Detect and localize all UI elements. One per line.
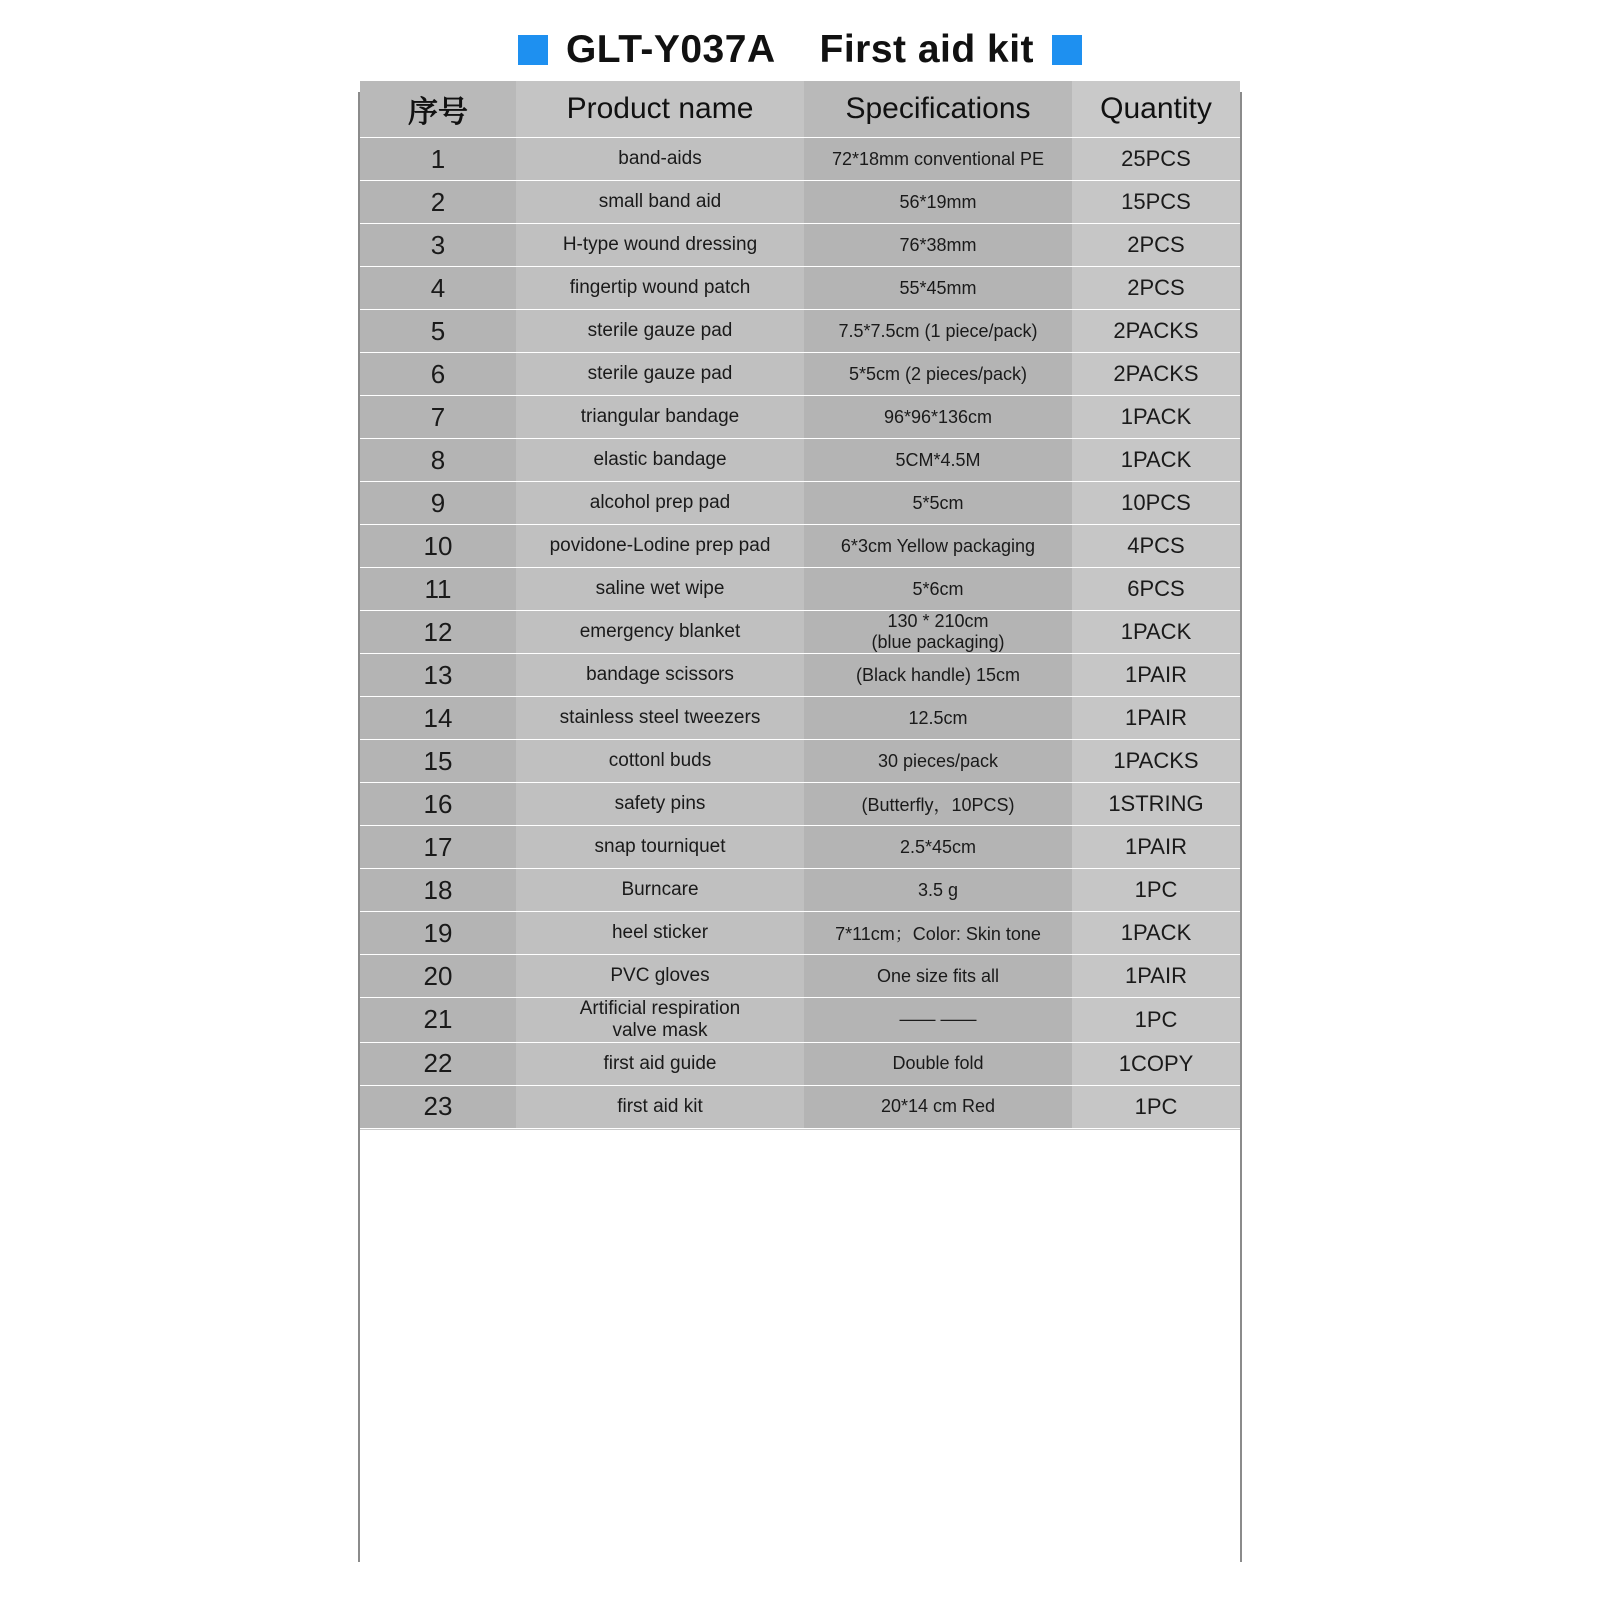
cell-spec: (Butterfly，10PCS)	[804, 783, 1072, 826]
cell-spec: 7*11cm；Color: Skin tone	[804, 912, 1072, 955]
product-spec-table	[360, 80, 1240, 1129]
cell-name: H-type wound dressing	[516, 224, 804, 267]
cell-spec: 30 pieces/pack	[804, 740, 1072, 783]
cell-name: sterile gauze pad	[516, 353, 804, 396]
cell-spec: 12.5cm	[804, 697, 1072, 740]
table-row	[360, 224, 1240, 267]
table-row	[360, 482, 1240, 525]
cell-quantity: 6PCS	[1072, 568, 1240, 611]
table-row	[360, 869, 1240, 912]
cell-index: 3	[360, 224, 516, 267]
table-frame-right	[1240, 92, 1242, 1562]
cell-index: 19	[360, 912, 516, 955]
cell-quantity: 1PACK	[1072, 439, 1240, 482]
cell-name: elastic bandage	[516, 439, 804, 482]
cell-name: small band aid	[516, 181, 804, 224]
cell-spec: (Black handle) 15cm	[804, 654, 1072, 697]
cell-quantity: 25PCS	[1072, 138, 1240, 181]
table-row	[360, 826, 1240, 869]
cell-name: heel sticker	[516, 912, 804, 955]
table-row	[360, 568, 1240, 611]
cell-index: 16	[360, 783, 516, 826]
cell-quantity: 15PCS	[1072, 181, 1240, 224]
table-row	[360, 525, 1240, 568]
table-row	[360, 1042, 1240, 1085]
cell-quantity: 1COPY	[1072, 1042, 1240, 1085]
cell-spec: 7.5*7.5cm (1 piece/pack)	[804, 310, 1072, 353]
cell-quantity: 1PAIR	[1072, 826, 1240, 869]
cell-spec: 5*5cm	[804, 482, 1072, 525]
table-row	[360, 1085, 1240, 1128]
cell-spec: 56*19mm	[804, 181, 1072, 224]
cell-spec: 96*96*136cm	[804, 396, 1072, 439]
cell-spec: Double fold	[804, 1042, 1072, 1085]
cell-spec: —— ——	[804, 998, 1072, 1043]
cell-index: 13	[360, 654, 516, 697]
cell-name: fingertip wound patch	[516, 267, 804, 310]
cell-spec	[804, 611, 1072, 654]
cell-index: 20	[360, 955, 516, 998]
cell-quantity: 1STRING	[1072, 783, 1240, 826]
cell-quantity: 4PCS	[1072, 525, 1240, 568]
cell-name: cottonl buds	[516, 740, 804, 783]
column-header-index: 序号	[360, 81, 516, 138]
cell-quantity: 1PACK	[1072, 396, 1240, 439]
cell-name: alcohol prep pad	[516, 482, 804, 525]
cell-quantity: 1PAIR	[1072, 955, 1240, 998]
cell-name-line1: Artificial respiration	[579, 998, 741, 1019]
cell-quantity: 1PC	[1072, 998, 1240, 1043]
cell-name	[516, 998, 804, 1043]
cell-name: PVC gloves	[516, 955, 804, 998]
title-text: GLT-Y037A First aid kit	[565, 28, 1035, 71]
cell-spec: 5*5cm (2 pieces/pack)	[804, 353, 1072, 396]
cell-quantity: 1PACK	[1072, 912, 1240, 955]
table-row	[360, 138, 1240, 181]
cell-spec: 5CM*4.5M	[804, 439, 1072, 482]
cell-name: stainless steel tweezers	[516, 697, 804, 740]
cell-index: 6	[360, 353, 516, 396]
table-bottom-edge	[360, 1129, 1240, 1148]
table-row	[360, 310, 1240, 353]
cell-spec: 3.5 g	[804, 869, 1072, 912]
blue-square-right-icon	[1052, 35, 1082, 65]
cell-spec: 20*14 cm Red	[804, 1085, 1072, 1128]
cell-quantity: 2PCS	[1072, 267, 1240, 310]
cell-index: 1	[360, 138, 516, 181]
cell-quantity: 1PAIR	[1072, 654, 1240, 697]
cell-spec: One size fits all	[804, 955, 1072, 998]
cell-name: first aid kit	[516, 1085, 804, 1128]
table-row	[360, 955, 1240, 998]
cell-name: triangular bandage	[516, 396, 804, 439]
cell-quantity: 1PACK	[1072, 611, 1240, 654]
cell-spec: 5*6cm	[804, 568, 1072, 611]
table-row	[360, 697, 1240, 740]
cell-index: 17	[360, 826, 516, 869]
table-header-row	[360, 81, 1240, 138]
cell-quantity: 2PCS	[1072, 224, 1240, 267]
cell-index: 10	[360, 525, 516, 568]
table-row	[360, 181, 1240, 224]
cell-index: 12	[360, 611, 516, 654]
cell-spec-line1: 130 * 210cm	[887, 611, 989, 632]
cell-index: 4	[360, 267, 516, 310]
table-container	[360, 80, 1240, 1148]
table-body	[360, 138, 1240, 1129]
cell-spec: 72*18mm conventional PE	[804, 138, 1072, 181]
cell-quantity: 1PC	[1072, 869, 1240, 912]
cell-spec: 76*38mm	[804, 224, 1072, 267]
cell-quantity: 1PACKS	[1072, 740, 1240, 783]
cell-spec: 2.5*45cm	[804, 826, 1072, 869]
cell-quantity: 10PCS	[1072, 482, 1240, 525]
table-row	[360, 912, 1240, 955]
cell-name: sterile gauze pad	[516, 310, 804, 353]
cell-spec-line2: (blue packaging)	[871, 632, 1005, 652]
cell-index: 5	[360, 310, 516, 353]
cell-index: 22	[360, 1042, 516, 1085]
cell-index: 9	[360, 482, 516, 525]
column-header-spec: Specifications	[804, 81, 1072, 138]
table-row	[360, 998, 1240, 1043]
table-row	[360, 439, 1240, 482]
cell-quantity: 2PACKS	[1072, 310, 1240, 353]
cell-index: 15	[360, 740, 516, 783]
table-row	[360, 267, 1240, 310]
cell-name: band-aids	[516, 138, 804, 181]
cell-name: snap tourniquet	[516, 826, 804, 869]
blue-square-left-icon	[518, 35, 548, 65]
cell-name: Burncare	[516, 869, 804, 912]
cell-index: 11	[360, 568, 516, 611]
cell-index: 21	[360, 998, 516, 1043]
cell-index: 14	[360, 697, 516, 740]
cell-index: 18	[360, 869, 516, 912]
cell-name: saline wet wipe	[516, 568, 804, 611]
cell-index: 8	[360, 439, 516, 482]
cell-spec: 55*45mm	[804, 267, 1072, 310]
cell-quantity: 1PC	[1072, 1085, 1240, 1128]
cell-name: first aid guide	[516, 1042, 804, 1085]
table-row	[360, 654, 1240, 697]
cell-index: 7	[360, 396, 516, 439]
table-row	[360, 740, 1240, 783]
cell-index: 23	[360, 1085, 516, 1128]
cell-name: povidone-Lodine prep pad	[516, 525, 804, 568]
cell-name: emergency blanket	[516, 611, 804, 654]
table-row	[360, 611, 1240, 654]
cell-spec: 6*3cm Yellow packaging	[804, 525, 1072, 568]
cell-quantity: 1PAIR	[1072, 697, 1240, 740]
cell-name: safety pins	[516, 783, 804, 826]
cell-name: bandage scissors	[516, 654, 804, 697]
column-header-quantity: Quantity	[1072, 81, 1240, 138]
table-row	[360, 353, 1240, 396]
table-row	[360, 396, 1240, 439]
document-title	[0, 0, 1600, 80]
cell-name-line2: valve mask	[612, 1019, 708, 1041]
table-row	[360, 783, 1240, 826]
column-header-name: Product name	[516, 81, 804, 138]
cell-quantity: 2PACKS	[1072, 353, 1240, 396]
cell-index: 2	[360, 181, 516, 224]
table-frame-left	[358, 92, 360, 1562]
table-header	[360, 81, 1240, 138]
